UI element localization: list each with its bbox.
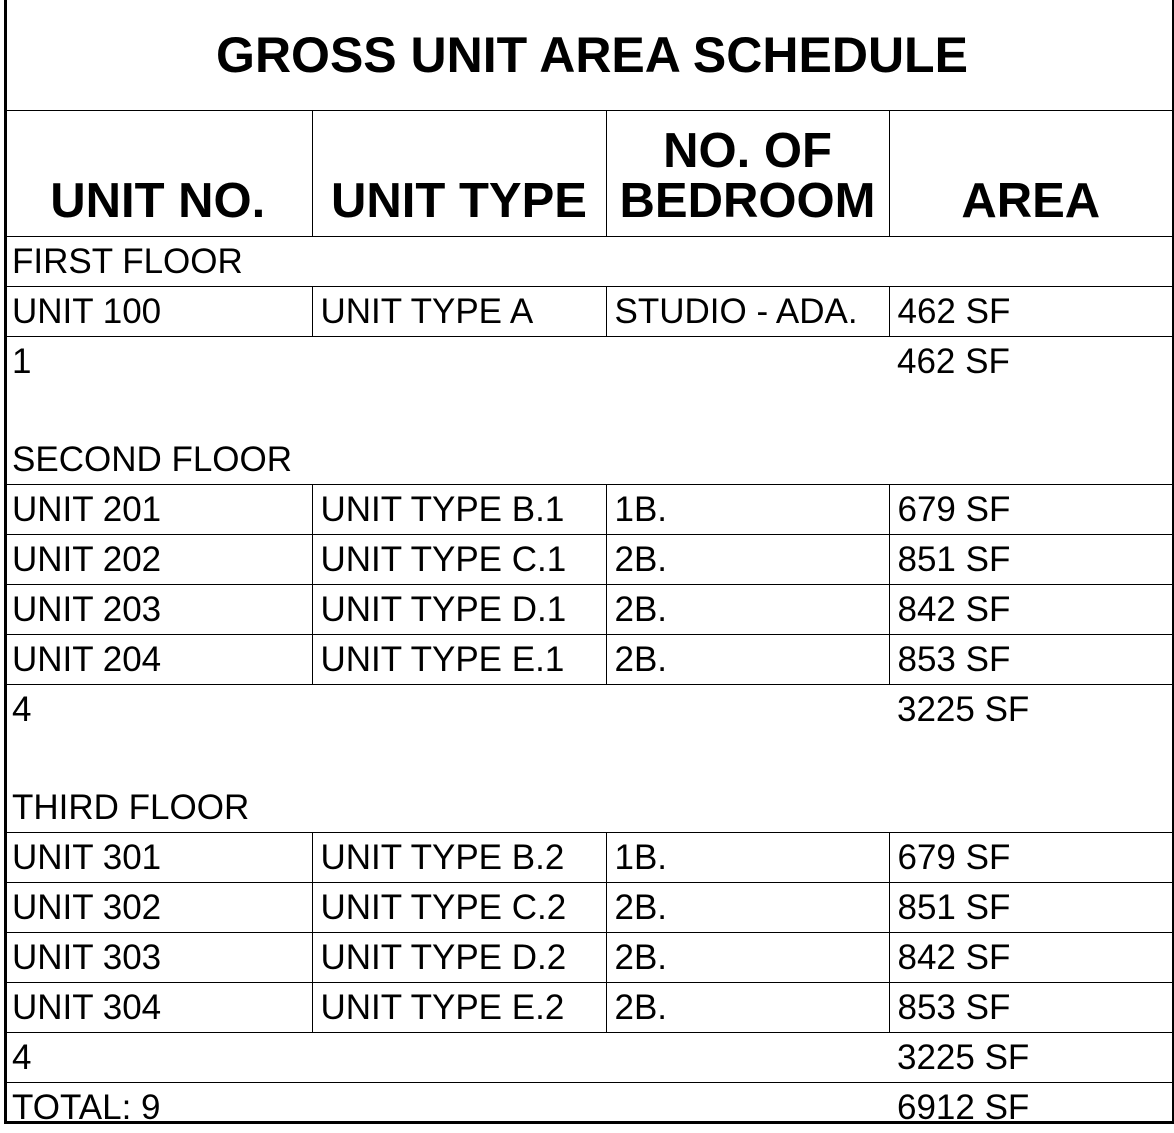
area-cell: 851 SF [889,882,1172,932]
unit-no-cell: UNIT 202 [4,534,312,584]
unit-no-cell: UNIT 201 [4,484,312,534]
header-bedroom-line1: NO. OF [663,123,832,178]
table-row [4,982,1172,1032]
schedule-body [4,236,1172,1132]
unit-type-cell: UNIT TYPE D.1 [312,584,606,634]
bedroom-cell: STUDIO - ADA. [606,286,889,336]
area-cell: 842 SF [889,932,1172,982]
bedroom-cell: 2B. [606,534,889,584]
floor-subtotal-area: 462 SF [897,341,1010,381]
table-row [4,634,1172,684]
area-cell: 853 SF [889,634,1172,684]
bedroom-cell: 1B. [606,832,889,882]
floor-subtotal-area: 3225 SF [897,689,1030,729]
floor-header-row [4,435,1172,485]
floor-subtotal-area: 3225 SF [889,1032,1172,1082]
bedroom-cell: 2B. [606,982,889,1032]
area-schedule-table [4,111,1172,1132]
header-unit-type: UNIT TYPE [312,111,606,236]
spacer-row [4,734,1172,783]
area-cell: 853 SF [889,982,1172,1032]
floor-subtotal-row [4,1032,1172,1082]
unit-no-cell: UNIT 203 [4,584,312,634]
floor-subtotal-row [4,336,1172,386]
header-bedroom [606,111,889,236]
bedroom-cell: 2B. [606,634,889,684]
unit-no-cell: UNIT 303 [4,932,312,982]
unit-type-cell: UNIT TYPE E.2 [312,982,606,1032]
area-cell: 842 SF [889,584,1172,634]
table-row [4,286,1172,336]
grand-total-row [4,1082,1172,1132]
floor-name: SECOND FLOOR [4,435,1172,485]
total-area: 6912 SF [897,1087,1030,1127]
unit-no-cell: UNIT 204 [4,634,312,684]
bedroom-cell: 1B. [606,484,889,534]
unit-no-cell: UNIT 301 [4,832,312,882]
area-cell: 462 SF [889,286,1172,336]
floor-unit-count: 4 [4,1032,889,1082]
floor-unit-count: 4 [12,689,32,729]
table-row [4,534,1172,584]
header-row [4,111,1172,236]
unit-type-cell: UNIT TYPE C.2 [312,882,606,932]
area-cell: 679 SF [889,484,1172,534]
header-bedroom-line2: BEDROOM [619,173,876,228]
spacer-cell [4,386,1172,435]
floor-unit-count: 1 [12,341,32,381]
unit-type-cell: UNIT TYPE C.1 [312,534,606,584]
floor-header-row [4,236,1172,286]
bedroom-cell: 2B. [606,882,889,932]
area-cell: 851 SF [889,534,1172,584]
floor-name: FIRST FLOOR [4,236,1172,286]
floor-header-row [4,783,1172,833]
floor-name: THIRD FLOOR [4,783,1172,833]
total-label: TOTAL: 9 [12,1087,161,1127]
header-unit-no: UNIT NO. [4,111,312,236]
unit-no-cell: UNIT 302 [4,882,312,932]
spacer-cell [4,734,1172,783]
table-row [4,832,1172,882]
header-area: AREA [889,111,1172,236]
unit-no-cell: UNIT 100 [4,286,312,336]
table-row [4,932,1172,982]
spacer-row [4,386,1172,435]
unit-no-cell: UNIT 304 [4,982,312,1032]
unit-type-cell: UNIT TYPE E.1 [312,634,606,684]
floor-subtotal-row [4,684,1172,734]
unit-type-cell: UNIT TYPE D.2 [312,932,606,982]
unit-type-cell: UNIT TYPE A [312,286,606,336]
table-row [4,484,1172,534]
area-cell: 679 SF [889,832,1172,882]
schedule-title: GROSS UNIT AREA SCHEDULE [7,0,1174,111]
table-row [4,882,1172,932]
table-row [4,584,1172,634]
unit-type-cell: UNIT TYPE B.1 [312,484,606,534]
bedroom-cell: 2B. [606,932,889,982]
bedroom-cell: 2B. [606,584,889,634]
unit-type-cell: UNIT TYPE B.2 [312,832,606,882]
